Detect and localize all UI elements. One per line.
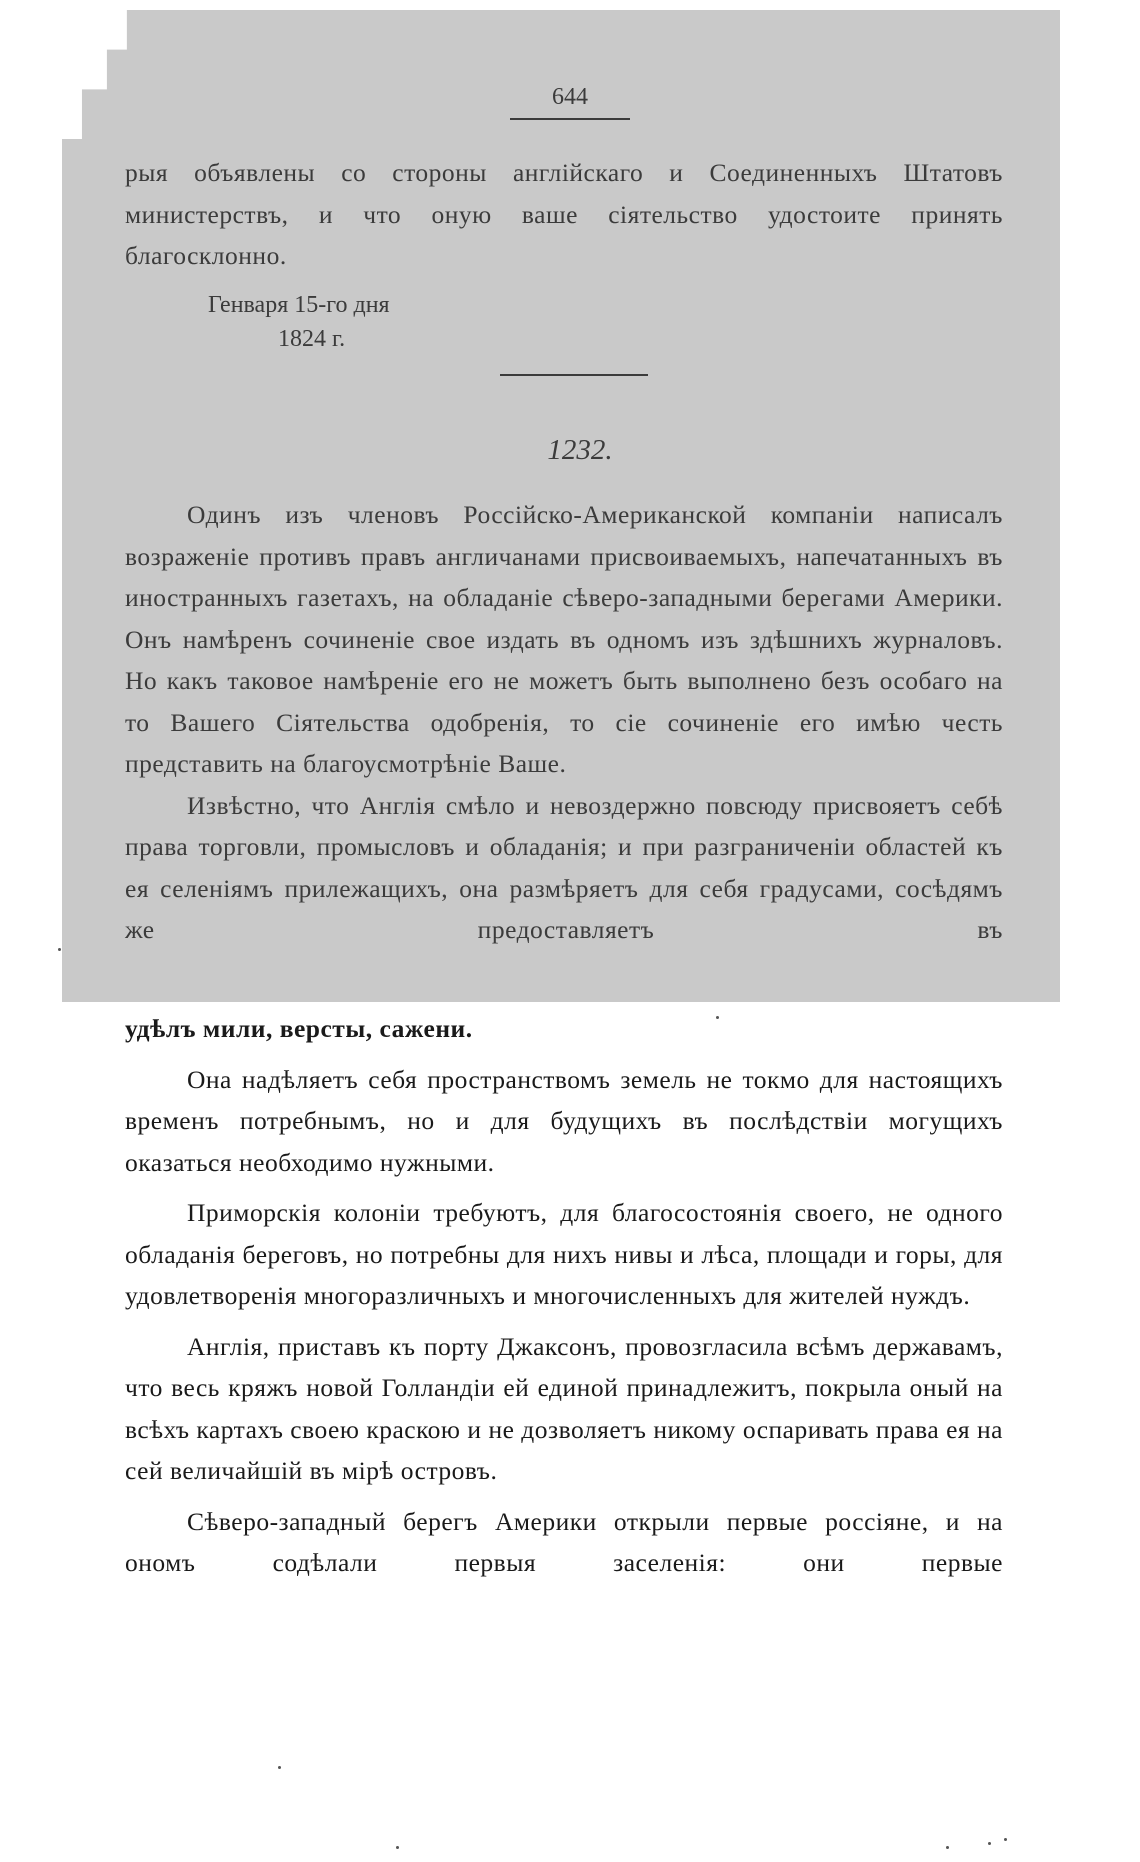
page-number-rule xyxy=(510,118,630,120)
scan-speck xyxy=(58,948,61,951)
printed-text-block xyxy=(125,1008,1003,1584)
continuation-line: удѣлъ мили, версты, сажени. xyxy=(125,1014,473,1043)
shaded-text-block xyxy=(125,494,1003,951)
section-rule xyxy=(500,374,648,376)
top-paragraph-block xyxy=(125,152,1003,277)
shaded-paragraph-2: Извѣстно, что Англія смѣло и невоздержно повсюду присвояетъ себѣ права торговли, промысловъ и обладанія; и при разграниченіи областей къ ея селеніямъ прилежащихъ, она размѣряетъ для себя градусами, сосѣдямъ же предоставляетъ въ xyxy=(125,790,1003,944)
date-line-2: 1824 г. xyxy=(278,326,346,352)
paragraph-3: Она надѣляетъ себя пространствомъ земель не токмо для настоящихъ временъ потребнымъ, но и для будущихъ въ послѣдствіи могущихъ оказаться необходимо нужными. xyxy=(125,1064,1003,1177)
page-number: 644 xyxy=(552,84,588,110)
scan-speck xyxy=(278,1766,281,1769)
paragraph-5: Англія, приставъ къ порту Джаксонъ, провозгласила всѣмъ державамъ, что весь кряжъ новой Голландіи ей единой принадлежитъ, покрыла оный на всѣхъ картахъ своею краскою и не дозволяетъ никому оспаривать права ея на сей величайшій въ мірѣ островъ. xyxy=(125,1331,1003,1485)
paragraph-6: Сѣверо-западный берегъ Америки открыли первые россіяне, и на ономъ содѣлали первыя заселенія: они первые xyxy=(125,1506,1003,1577)
document-number: 1232. xyxy=(547,434,613,466)
scan-speck xyxy=(946,1846,949,1849)
top-paragraph: рыя объявлены со стороны англійскаго и Соединенныхъ Штатовъ министерствъ, и что оную ваше сіятельство удостоите принять благосклонно. xyxy=(125,158,1003,270)
paragraph-4: Приморскія колоніи требуютъ, для благосостоянія своего, не одного обладанія береговъ, но потребны для нихъ нивы и лѣса, площади и горы, для удовлетворенія многоразличныхъ и многочисленныхъ для жителей нуждъ. xyxy=(125,1198,1003,1310)
shaded-paragraph-1: Одинъ изъ членовъ Россійско-Американской компаніи написалъ возраженіе противъ правъ англичанами присвоиваемыхъ, напечатанныхъ въ иностранныхъ газетахъ, на обладаніе сѣверо-западными берегами Америки. Онъ намѣренъ сочиненіе свое издать въ одномъ изъ здѣшнихъ журналовъ. Но какъ таковое намѣреніе его не можетъ быть выполнено безъ особаго на то Вашего Сіятельства одобренія, то сіе сочиненіе его имѣю честь представить на благоусмотрѣніе Ваше. xyxy=(125,500,1003,778)
scan-speck xyxy=(716,1016,719,1019)
date-line-1: Генваря 15-го дня xyxy=(208,292,390,318)
scan-speck xyxy=(988,1842,991,1845)
scan-speck xyxy=(1004,1838,1007,1841)
scan-speck xyxy=(396,1846,399,1849)
